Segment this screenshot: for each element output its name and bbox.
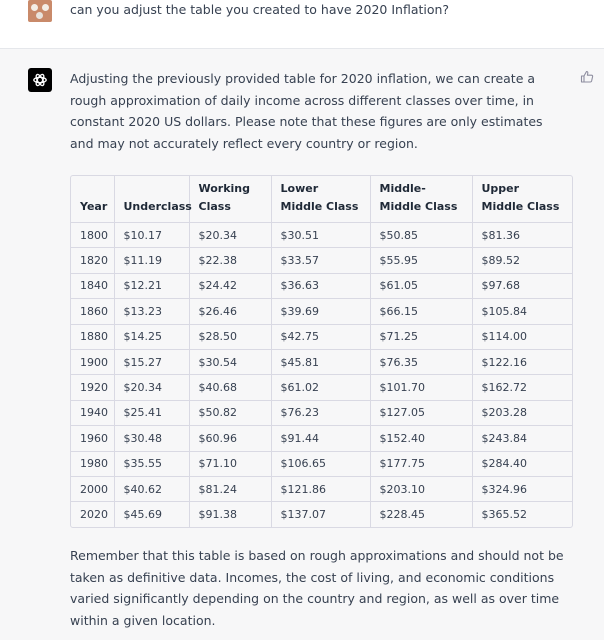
table-cell: 1840 (71, 273, 114, 298)
table-cell: $39.69 (271, 299, 370, 324)
table-cell: $365.52 (481, 507, 527, 521)
table-cell: $26.46 (189, 299, 271, 324)
table-cell: $106.65 (271, 451, 370, 476)
table-body (71, 223, 572, 527)
table-cell: $97.68 (472, 273, 572, 298)
table-cell: $121.86 (271, 476, 370, 501)
table-cell: $33.57 (271, 248, 370, 273)
table-cell: $284.40 (472, 451, 572, 476)
table-cell: $55.95 (370, 248, 472, 273)
table-cell: $76.35 (370, 349, 472, 374)
table-cell: $114.00 (472, 324, 572, 349)
table-cell: $61.05 (370, 273, 472, 298)
table-row (71, 248, 572, 273)
table-row (71, 400, 572, 425)
table-cell: $76.23 (271, 400, 370, 425)
table-cell: $127.05 (370, 400, 472, 425)
table-cell: $30.51 (271, 223, 370, 248)
table-cell: $66.15 (370, 299, 472, 324)
table-cell: $22.38 (189, 248, 271, 273)
table-row (71, 223, 572, 248)
table-header-row (71, 176, 572, 223)
table-row (71, 375, 572, 400)
table-cell: 1880 (71, 324, 114, 349)
table-cell: $101.70 (370, 375, 472, 400)
table-cell: $30.48 (114, 426, 189, 451)
table-cell: $60.96 (189, 426, 271, 451)
table-cell: $42.75 (271, 324, 370, 349)
table-cell: $11.19 (114, 248, 189, 273)
column-header-underclass: Underclass (114, 176, 189, 223)
openai-logo-icon (28, 68, 52, 92)
table-cell: $40.68 (189, 375, 271, 400)
table-cell: $10.17 (114, 223, 189, 248)
table-cell: $36.63 (271, 273, 370, 298)
thumbs-up-icon[interactable] (580, 69, 594, 83)
table-cell: $20.34 (189, 223, 271, 248)
table-cell: $228.45 (370, 502, 472, 527)
table-cell: 1940 (71, 400, 114, 425)
assistant-message-row (0, 49, 604, 640)
income-table (70, 175, 573, 528)
table-cell: $45.69 (114, 502, 189, 527)
table-cell: $89.52 (472, 248, 572, 273)
assistant-intro-text: Adjusting the previously provided table for 2020 inflation, we can create a rough approximation of daily income across different classes over time, in constant 2020 US dollars. Please note that these figures are only estimates and may not accurately reflect every country or region. (70, 71, 543, 151)
table-cell: $61.02 (271, 375, 370, 400)
table-cell: $81.24 (189, 476, 271, 501)
column-header-lower-middle-class: Lower Middle Class (271, 176, 370, 223)
table-cell: 1960 (71, 426, 114, 451)
table-row (71, 476, 572, 501)
table-cell: 1920 (71, 375, 114, 400)
table-row (71, 349, 572, 374)
table-cell: $203.10 (370, 476, 472, 501)
column-header-middle-middle-class: Middle-Middle Class (370, 176, 472, 223)
column-header-working-class: Working Class (189, 176, 271, 223)
table-cell: $50.82 (189, 400, 271, 425)
table-cell: $71.10 (189, 451, 271, 476)
table-cell: $122.16 (472, 349, 572, 374)
table-cell: $203.28 (472, 400, 572, 425)
table-cell: $12.21 (114, 273, 189, 298)
table-cell: 1820 (71, 248, 114, 273)
table-cell: $35.55 (114, 451, 189, 476)
table-cell: $30.54 (189, 349, 271, 374)
user-avatar (28, 0, 52, 22)
table-cell: $14.25 (114, 324, 189, 349)
column-header-year: Year (71, 176, 114, 223)
table-cell: 2020 (71, 502, 114, 527)
table-cell: 1900 (71, 349, 114, 374)
table-cell: $20.34 (114, 375, 189, 400)
table-row (71, 426, 572, 451)
table-cell: $324.96 (472, 476, 572, 501)
table-cell: $105.84 (472, 299, 572, 324)
user-message-text: can you adjust the table you created to have 2020 Inflation? (70, 2, 450, 17)
table-cell: $71.25 (370, 324, 472, 349)
table-cell: $162.72 (472, 375, 572, 400)
assistant-outro-text: Remember that this table is based on rough approximations and should not be taken as definitive data. Incomes, the cost of living, and economic conditions varied significantly depending on the country and region, as well as over time within a given location. (70, 548, 564, 628)
table-cell: $15.27 (114, 349, 189, 374)
column-header-upper-middle-class: Upper Middle Class (472, 176, 572, 223)
table-cell: $24.42 (189, 273, 271, 298)
table-cell: 1860 (71, 299, 114, 324)
table-cell: $91.38 (189, 502, 271, 527)
table-row (71, 451, 572, 476)
table-row (71, 299, 572, 324)
table-cell: $243.84 (472, 426, 572, 451)
table-cell: $137.07 (271, 502, 370, 527)
user-message-row (0, 0, 604, 49)
table-cell: 1980 (71, 451, 114, 476)
table-row (71, 273, 572, 298)
table-cell: $152.40 (370, 426, 472, 451)
table-cell: $45.81 (271, 349, 370, 374)
table-cell: $25.41 (114, 400, 189, 425)
table-cell: $50.85 (370, 223, 472, 248)
table-row (71, 502, 572, 527)
table-cell: $177.75 (370, 451, 472, 476)
table-cell: $13.23 (114, 299, 189, 324)
table-cell: $28.50 (189, 324, 271, 349)
table-cell: $81.36 (472, 223, 572, 248)
table-cell: $91.44 (271, 426, 370, 451)
table-cell: 2000 (71, 476, 114, 501)
table-row (71, 324, 572, 349)
table-cell: 1800 (71, 223, 114, 248)
table-cell: $40.62 (114, 476, 189, 501)
